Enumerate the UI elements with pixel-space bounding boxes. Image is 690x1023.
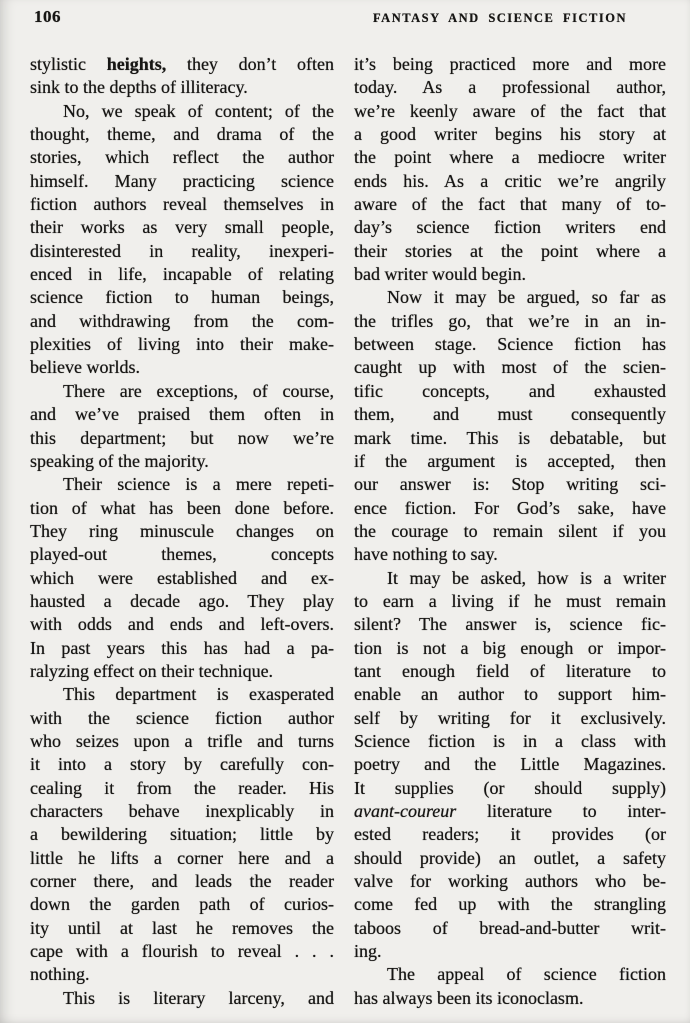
text-segment: their works as very small people, <box>30 217 334 238</box>
text-line <box>354 590 666 613</box>
text-segment: mark time. This is debatable, but <box>354 427 666 448</box>
text-segment: literature to inter- <box>456 801 666 821</box>
text-line <box>30 590 334 613</box>
text-segment: should provide) an outlet, a safety <box>354 847 666 868</box>
text-line <box>354 847 666 870</box>
text-segment: with odds and ends and left-overs. <box>30 614 334 635</box>
text-segment: which were established and ex- <box>30 567 334 588</box>
text-segment: tion of what has been done before. <box>30 497 334 518</box>
text-line <box>354 520 666 543</box>
text-line <box>354 917 666 940</box>
text-line <box>354 450 666 473</box>
text-segment: and withdrawing from the com- <box>30 310 334 331</box>
text-segment: cealing it from the reader. His <box>30 777 334 798</box>
text-line <box>30 76 334 99</box>
text-line <box>30 870 334 893</box>
text-segment: it into a story by carefully con- <box>30 754 334 775</box>
text-line <box>30 660 334 683</box>
text-segment: between stage. Science fiction has <box>354 334 666 355</box>
text-segment: and we’ve praised them often in <box>30 404 334 425</box>
text-segment: This is literary larceny, and <box>63 987 334 1008</box>
text-line <box>354 543 666 566</box>
text-line <box>30 683 334 706</box>
text-segment: plexities of living into their make- <box>30 334 334 355</box>
running-head: FANTASY AND SCIENCE FICTION <box>372 11 628 25</box>
text-segment: with the science fiction author <box>30 707 334 728</box>
page-number: 106 <box>34 7 61 26</box>
left-column <box>30 53 334 1010</box>
text-segment: down the garden path of curios- <box>30 894 334 915</box>
text-segment: the trifles go, that we’re in an in- <box>354 310 666 331</box>
text-segment: valve for working authors who be- <box>354 871 666 892</box>
text-line <box>30 450 334 473</box>
text-line <box>354 567 666 590</box>
text-segment: a good writer begins his story at <box>354 124 666 145</box>
text-line <box>30 543 334 566</box>
text-segment: The appeal of science fiction <box>387 964 666 985</box>
text-segment: enced in life, incapable of relating <box>30 264 334 285</box>
text-segment: the courage to remain silent if you <box>354 520 666 541</box>
text-segment: tant enough field of literature to <box>354 660 666 681</box>
text-line <box>30 963 334 986</box>
text-segment: have nothing to say. <box>354 544 498 565</box>
text-segment: silent? The answer is, science fic- <box>354 614 666 635</box>
text-line <box>354 170 666 193</box>
text-line <box>30 286 334 309</box>
text-segment: the point where a mediocre writer <box>354 147 666 168</box>
text-line <box>30 240 334 263</box>
text-segment: Science fiction is in a class with <box>354 730 666 751</box>
right-column <box>354 53 666 1010</box>
text-line <box>30 730 334 753</box>
text-segment: tific concepts, and exhausted <box>354 380 666 401</box>
text-segment: science fiction to human beings, <box>30 287 334 308</box>
text-segment: ends his. As a critic we’re angrily <box>354 170 666 191</box>
text-segment: who seizes upon a trifle and turns <box>30 730 334 751</box>
text-line <box>354 263 666 286</box>
text-line <box>30 100 334 123</box>
bold-text: heights, <box>106 54 167 74</box>
text-line <box>30 637 334 660</box>
text-line <box>354 427 666 450</box>
text-segment: hausted a decade ago. They play <box>30 590 334 611</box>
text-line <box>30 263 334 286</box>
text-line <box>354 286 666 309</box>
text-line <box>354 310 666 333</box>
text-segment: stories, which reflect the author <box>30 147 334 168</box>
text-line <box>30 356 334 379</box>
text-line <box>354 987 666 1010</box>
text-line <box>354 240 666 263</box>
text-line <box>30 380 334 403</box>
text-segment: their stories at the point where a <box>354 240 666 261</box>
text-segment: They ring minuscule changes on <box>30 520 334 541</box>
text-segment: It supplies (or should supply) <box>354 777 666 798</box>
text-line <box>30 333 334 356</box>
text-line <box>354 823 666 846</box>
text-line <box>354 870 666 893</box>
text-line <box>30 170 334 193</box>
text-line <box>30 216 334 239</box>
text-segment: sink to the depths of illiteracy. <box>30 77 248 98</box>
text-line <box>30 613 334 636</box>
text-line <box>30 893 334 916</box>
text-segment: little he lifts a corner here and a <box>30 847 334 868</box>
text-line <box>354 730 666 753</box>
text-segment: bad writer would begin. <box>354 264 526 285</box>
text-segment: aware of the fact that many of to- <box>354 194 666 215</box>
italic-text: avant-coureur <box>354 801 457 821</box>
text-segment: we’re keenly aware of the fact that <box>354 100 666 121</box>
text-line <box>354 76 666 99</box>
text-line <box>354 403 666 426</box>
text-segment: ence fiction. For God’s sake, have <box>354 497 666 518</box>
text-line <box>354 637 666 660</box>
text-line <box>354 800 666 823</box>
text-segment: ested readers; it provides (or <box>354 824 666 845</box>
text-segment: nothing. <box>30 964 90 985</box>
text-line <box>30 753 334 776</box>
text-segment: taboos of bread-and-butter writ- <box>354 917 666 938</box>
text-segment: In past years this has had a pa- <box>30 637 334 658</box>
text-line <box>354 683 666 706</box>
text-line <box>354 707 666 730</box>
text-line <box>354 753 666 776</box>
text-segment: fiction authors reveal themselves in <box>30 194 334 215</box>
text-line <box>30 567 334 590</box>
text-line <box>354 216 666 239</box>
text-segment: It may be asked, how is a writer <box>387 567 666 588</box>
text-line <box>354 193 666 216</box>
text-segment: cape with a flourish to reveal . . . <box>30 941 334 962</box>
text-line <box>354 660 666 683</box>
text-line <box>354 613 666 636</box>
text-line <box>354 146 666 169</box>
text-segment: ing. <box>354 941 382 962</box>
text-segment: them, and must consequently <box>354 404 666 425</box>
text-segment: Now it may be argued, so far as <box>387 287 666 308</box>
text-line <box>354 100 666 123</box>
text-segment: poetry and the Little Magazines. <box>354 754 666 775</box>
text-segment: self by writing for it exclusively. <box>354 707 666 728</box>
text-line <box>30 497 334 520</box>
text-segment: No, we speak of content; of the <box>63 100 334 121</box>
text-line <box>30 146 334 169</box>
text-line <box>30 53 334 76</box>
text-segment: ralyzing effect on their technique. <box>30 660 274 681</box>
text-line <box>30 847 334 870</box>
text-line <box>354 777 666 800</box>
text-segment: Their science is a mere repeti- <box>63 474 334 495</box>
text-segment: There are exceptions, of course, <box>63 380 334 401</box>
text-segment: it’s being practiced more and more <box>354 54 666 74</box>
text-segment: believe worlds. <box>30 357 140 378</box>
text-line <box>30 520 334 543</box>
text-segment: speaking of the majority. <box>30 450 209 471</box>
text-segment: corner there, and leads the reader <box>30 871 334 892</box>
text-line <box>354 356 666 379</box>
text-line <box>30 707 334 730</box>
text-line <box>354 333 666 356</box>
text-segment: if the argument is accepted, then <box>354 450 666 471</box>
text-segment: they don’t often <box>166 54 334 74</box>
text-line <box>30 310 334 333</box>
text-line <box>354 473 666 496</box>
text-segment: enable an author to support him- <box>354 684 666 705</box>
text-line <box>354 963 666 986</box>
text-line <box>354 380 666 403</box>
text-line <box>30 940 334 963</box>
text-segment: this department; but now we’re <box>30 427 334 448</box>
text-line <box>354 497 666 520</box>
text-segment: a bewildering situation; little by <box>30 824 334 845</box>
text-segment: to earn a living if he must remain <box>354 590 666 611</box>
text-line <box>30 427 334 450</box>
text-segment: himself. Many practicing science <box>30 170 334 191</box>
text-segment: thought, theme, and drama of the <box>30 124 334 145</box>
text-segment: has always been its iconoclasm. <box>354 987 584 1008</box>
text-line <box>30 473 334 496</box>
text-line <box>30 823 334 846</box>
text-segment: stylistic <box>30 54 107 74</box>
text-line <box>30 403 334 426</box>
text-segment: come fed up with the strangling <box>354 894 666 915</box>
text-segment: day’s science fiction writers end <box>354 217 666 238</box>
text-segment: tion is not a big enough or impor- <box>354 637 666 658</box>
text-segment: disinterested in reality, inexperi- <box>30 240 334 261</box>
text-line <box>30 987 334 1010</box>
text-line <box>354 893 666 916</box>
text-segment: caught up with most of the scien- <box>354 357 666 378</box>
text-segment: played-out themes, concepts <box>30 544 334 565</box>
text-segment: This department is exasperated <box>63 684 334 705</box>
text-line <box>30 917 334 940</box>
text-segment: our answer is: Stop writing sci- <box>354 474 666 495</box>
text-line <box>354 123 666 146</box>
text-segment: ity until at last he removes the <box>30 917 334 938</box>
text-line <box>30 123 334 146</box>
text-line <box>354 53 666 76</box>
text-line <box>30 193 334 216</box>
text-line <box>30 777 334 800</box>
text-segment: today. As a professional author, <box>354 77 666 98</box>
text-line <box>30 800 334 823</box>
text-line <box>354 940 666 963</box>
text-segment: characters behave inexplicably in <box>30 801 334 821</box>
